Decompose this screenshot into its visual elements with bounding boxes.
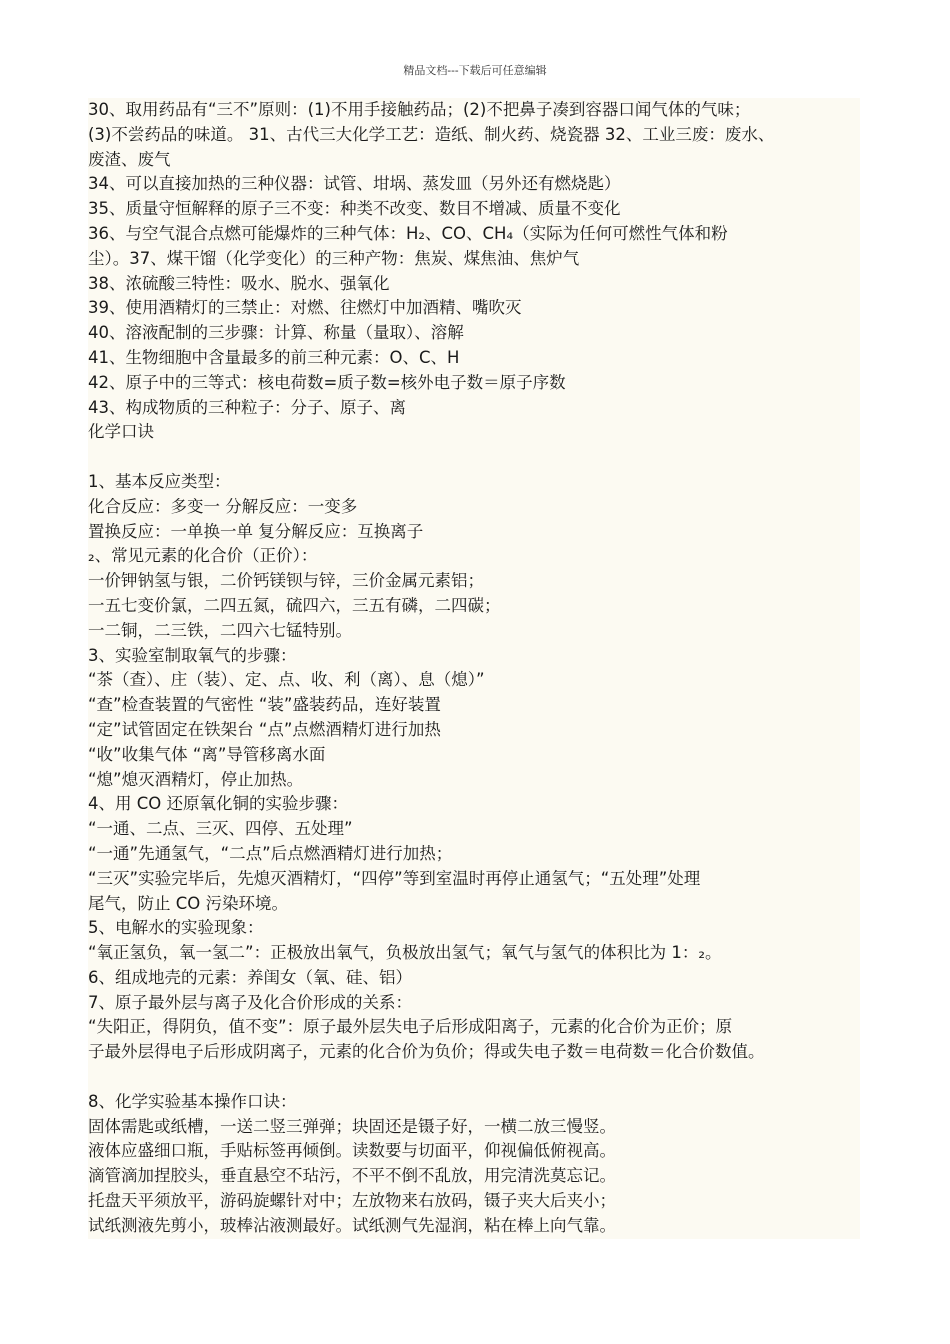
text-line: “一通”先通氢气，“二点”后点燃酒精灯进行加热； bbox=[88, 843, 453, 863]
text-line: (3)不尝药品的味道。 31、古代三大化学工艺：造纸、制火药、烧瓷器 32、工业三废：废水、 bbox=[88, 124, 775, 144]
text-line: 34、可以直接加热的三种仪器：试管、坩埚、蒸发皿（另外还有燃烧匙） bbox=[88, 174, 621, 194]
text-line: 化合反应：多变一 分解反应：一变多 bbox=[88, 496, 358, 516]
text-line: 35、质量守恒解释的原子三不变：种类不改变、数目不增减、质量不变化 bbox=[88, 199, 621, 219]
text-line: 4、用 CO 还原氧化铜的实验步骤： bbox=[88, 794, 348, 814]
text-line: 36、与空气混合点燃可能爆炸的三种气体：H₂、CO、CH₄（实际为任何可燃性气体和粉 bbox=[88, 223, 728, 243]
text-line: 30、取用药品有“三不”原则：(1)不用手接触药品；(2)不把鼻子凑到容器口闻气体的气味； bbox=[88, 100, 751, 119]
text-line: 一价钾钠氢与银，二价钙镁钡与锌，三价金属元素铝； bbox=[88, 571, 484, 591]
text-line: 尘）。37、煤干馏（化学变化）的三种产物：焦炭、煤焦油、焦炉气 bbox=[88, 248, 580, 268]
text-line: 废渣、废气 bbox=[88, 149, 171, 169]
text-line: “一通、二点、三灭、四停、五处理” bbox=[88, 819, 353, 839]
text-line: 40、溶液配制的三步骤：计算、称量（量取）、溶解 bbox=[88, 323, 464, 343]
text-line: 42、原子中的三等式：核电荷数=质子数=核外电子数＝原子序数 bbox=[88, 372, 566, 392]
text-line: “失阳正，得阴负，值不变”：原子最外层失电子后形成阳离子，元素的化合价为正价；原 bbox=[88, 1017, 733, 1037]
blank-line bbox=[88, 445, 860, 470]
text-line: 7、原子最外层与离子及化合价形成的关系： bbox=[88, 992, 412, 1012]
text-line: “收”收集气体 “离”导管移离水面 bbox=[88, 744, 326, 764]
text-line: 置换反应：一单换一单 复分解反应：互换离子 bbox=[88, 521, 424, 541]
text-line: 滴管滴加捏胶头，垂直悬空不玷污，不平不倒不乱放，用完清洗莫忘记。 bbox=[88, 1166, 616, 1186]
text-line: “茶（查）、庄（装）、定、点、收、利（离）、息（熄）” bbox=[88, 670, 485, 690]
text-line: “三灭”实验完毕后，先熄灭酒精灯，“四停”等到室温时再停止通氢气；“五处理”处理 bbox=[88, 868, 701, 888]
text-line: 8、化学实验基本操作口诀： bbox=[88, 1091, 297, 1111]
text-line: 1、基本反应类型： bbox=[88, 471, 231, 491]
text-line: 试纸测液先剪小，玻棒沾液测最好。试纸测气先湿润，粘在棒上向气靠。 bbox=[88, 1215, 616, 1235]
text-line: 39、使用酒精灯的三禁止：对燃、往燃灯中加酒精、嘴吹灭 bbox=[88, 298, 522, 318]
text-line: 尾气，防止 CO 污染环境。 bbox=[88, 893, 288, 913]
text-line: “氧正氢负，氧一氢二”：正极放出氧气，负极放出氢气；氧气与氢气的体积比为 1：₂。 bbox=[88, 943, 722, 963]
text-line: 化学口诀 bbox=[88, 422, 154, 442]
text-line: 一五七变价氯，二四五氮，硫四六，三五有磷，二四碳； bbox=[88, 595, 501, 615]
blank-line bbox=[88, 1065, 860, 1090]
text-line: 5、电解水的实验现象： bbox=[88, 918, 264, 938]
page-header: 精品文档---下载后可任意编辑 bbox=[403, 64, 547, 77]
text-line: 43、构成物质的三种粒子：分子、原子、离 bbox=[88, 397, 406, 417]
document-body bbox=[88, 98, 860, 1239]
text-line: 液体应盛细口瓶，手贴标签再倾倒。读数要与切面平，仰视偏低俯视高。 bbox=[88, 1141, 616, 1161]
text-line: 3、实验室制取氧气的步骤： bbox=[88, 645, 297, 665]
text-line: 6、组成地壳的元素：养闺女（氧、硅、铝） bbox=[88, 967, 412, 987]
text-line: ₂、常见元素的化合价（正价）： bbox=[88, 546, 318, 566]
text-line: 托盘天平须放平，游码旋螺针对中；左放物来右放码，镊子夹大后夹小； bbox=[88, 1191, 616, 1211]
text-line: “查”检查装置的气密性 “装”盛装药品，连好装置 bbox=[88, 695, 441, 715]
text-line: “定”试管固定在铁架台 “点”点燃酒精灯进行加热 bbox=[88, 719, 441, 739]
text-line: 38、浓硫酸三特性：吸水、脱水、强氧化 bbox=[88, 273, 390, 293]
text-line: “熄”熄灭酒精灯，停止加热。 bbox=[88, 769, 304, 789]
text-line: 一二铜，二三铁，二四六七锰特别。 bbox=[88, 620, 352, 640]
text-line: 子最外层得电子后形成阴离子，元素的化合价为负价；得或失电子数＝电荷数＝化合价数值。 bbox=[88, 1042, 765, 1062]
text-line: 41、生物细胞中含量最多的前三种元素：O、C、H bbox=[88, 347, 460, 367]
text-line: 固体需匙或纸槽，一送二竖三弹弹；块固还是镊子好，一横二放三慢竖。 bbox=[88, 1116, 616, 1136]
